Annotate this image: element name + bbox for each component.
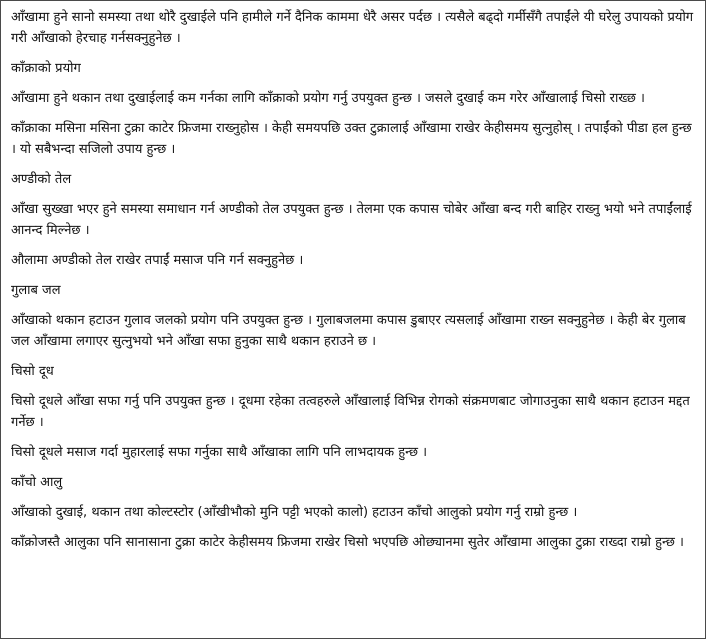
- paragraph: चिसो दूधले आँखा सफा गर्नु पनि उपयुक्त हुन्छ । दूधमा रहेका तत्वहरुले आँखालाई विभिन्न रोगको संक्रमणबाट जोगाउनुका साथै थकान हटाउन मद्दत गर्नेछ ।: [11, 394, 690, 430]
- section-heading: अण्डीको तेल: [11, 172, 72, 187]
- paragraph: आँखामा हुने सानो समस्या तथा थोरै दुखाईले पनि हामीले गर्ने दैनिक काममा धेरै असर पर्दछ । त्यसैले बढ्दो गर्मीसँगै तपाईंले यी घरेलु उपायको प्रयोग गरी आँखाको हेरचाह गर्नसक्नुहुनेछ ।: [11, 10, 694, 46]
- paragraph: काँक्राका मसिना मसिना टुक्रा काटेर फ्रिजमा राख्नुहोस । केही समयपछि उक्त टुक्रालाई आँखामा राखेर केहीसमय सुत्नुहोस् । तपाईंको पीडा हल हुन्छ । यो सबैभन्दा सजिलो उपाय हुन्छ ।: [11, 121, 692, 157]
- section-heading: काँचो आलु: [11, 475, 63, 490]
- section-heading: चिसो दूध: [11, 364, 54, 379]
- section-heading: काँक्राको प्रयोग: [11, 61, 81, 76]
- paragraph: आँखाको थकान हटाउन गुलाव जलको प्रयोग पनि उपयुक्त हुन्छ । गुलाबजलमा कपास डुबाएर त्यसलाई आँखामा राख्न सक्नुहुनेछ । केही बेर गुलाब जल आँखामा लगाएर सुत्नुभयो भने आँखा सफा हुनुका साथै थकान हराउने छ ।: [11, 313, 686, 349]
- document-body: [1, 1, 705, 553]
- section-heading: गुलाब जल: [11, 283, 61, 298]
- paragraph: औलामा अण्डीको तेल राखेर तपाईं मसाज पनि गर्न सक्नुहुनेछ ।: [11, 253, 304, 268]
- paragraph: आँखाको दुखाई, थकान तथा कोल्टस्टोर (आँखीभौको मुनि पट्टी भएको कालो) हटाउन काँचो आलुको प्रयोग गर्नु राम्रो हुन्छ ।: [11, 505, 578, 520]
- paragraph: आँखामा हुने थकान तथा दुखाईलाई कम गर्नका लागि काँक्राको प्रयोग गर्नु उपयुक्त हुन्छ । जसले दुखाई कम गरेर आँखालाई चिसो राख्छ ।: [11, 91, 645, 106]
- paragraph: चिसो दूधले मसाज गर्दा मुहारलाई सफा गर्नुका साथै आँखाका लागि पनि लाभदायक हुन्छ ।: [11, 445, 428, 460]
- paragraph: काँक्रोजस्तै आलुका पनि सानासाना टुक्रा काटेर केहीसमय फ्रिजमा राखेर चिसो भएपछि ओछ्यानमा सुतेर आँखामा आलुका टुक्रा राख्दा राम्रो हुन्छ ।: [11, 535, 684, 550]
- paragraph: आँखा सुख्खा भएर हुने समस्या समाधान गर्न अण्डीको तेल उपयुक्त हुन्छ । तेलमा एक कपास चोबेर आँखा बन्द गरी बाहिर राख्नु भयो भने तपाईंलाई आनन्द मिल्नेछ ।: [11, 202, 692, 238]
